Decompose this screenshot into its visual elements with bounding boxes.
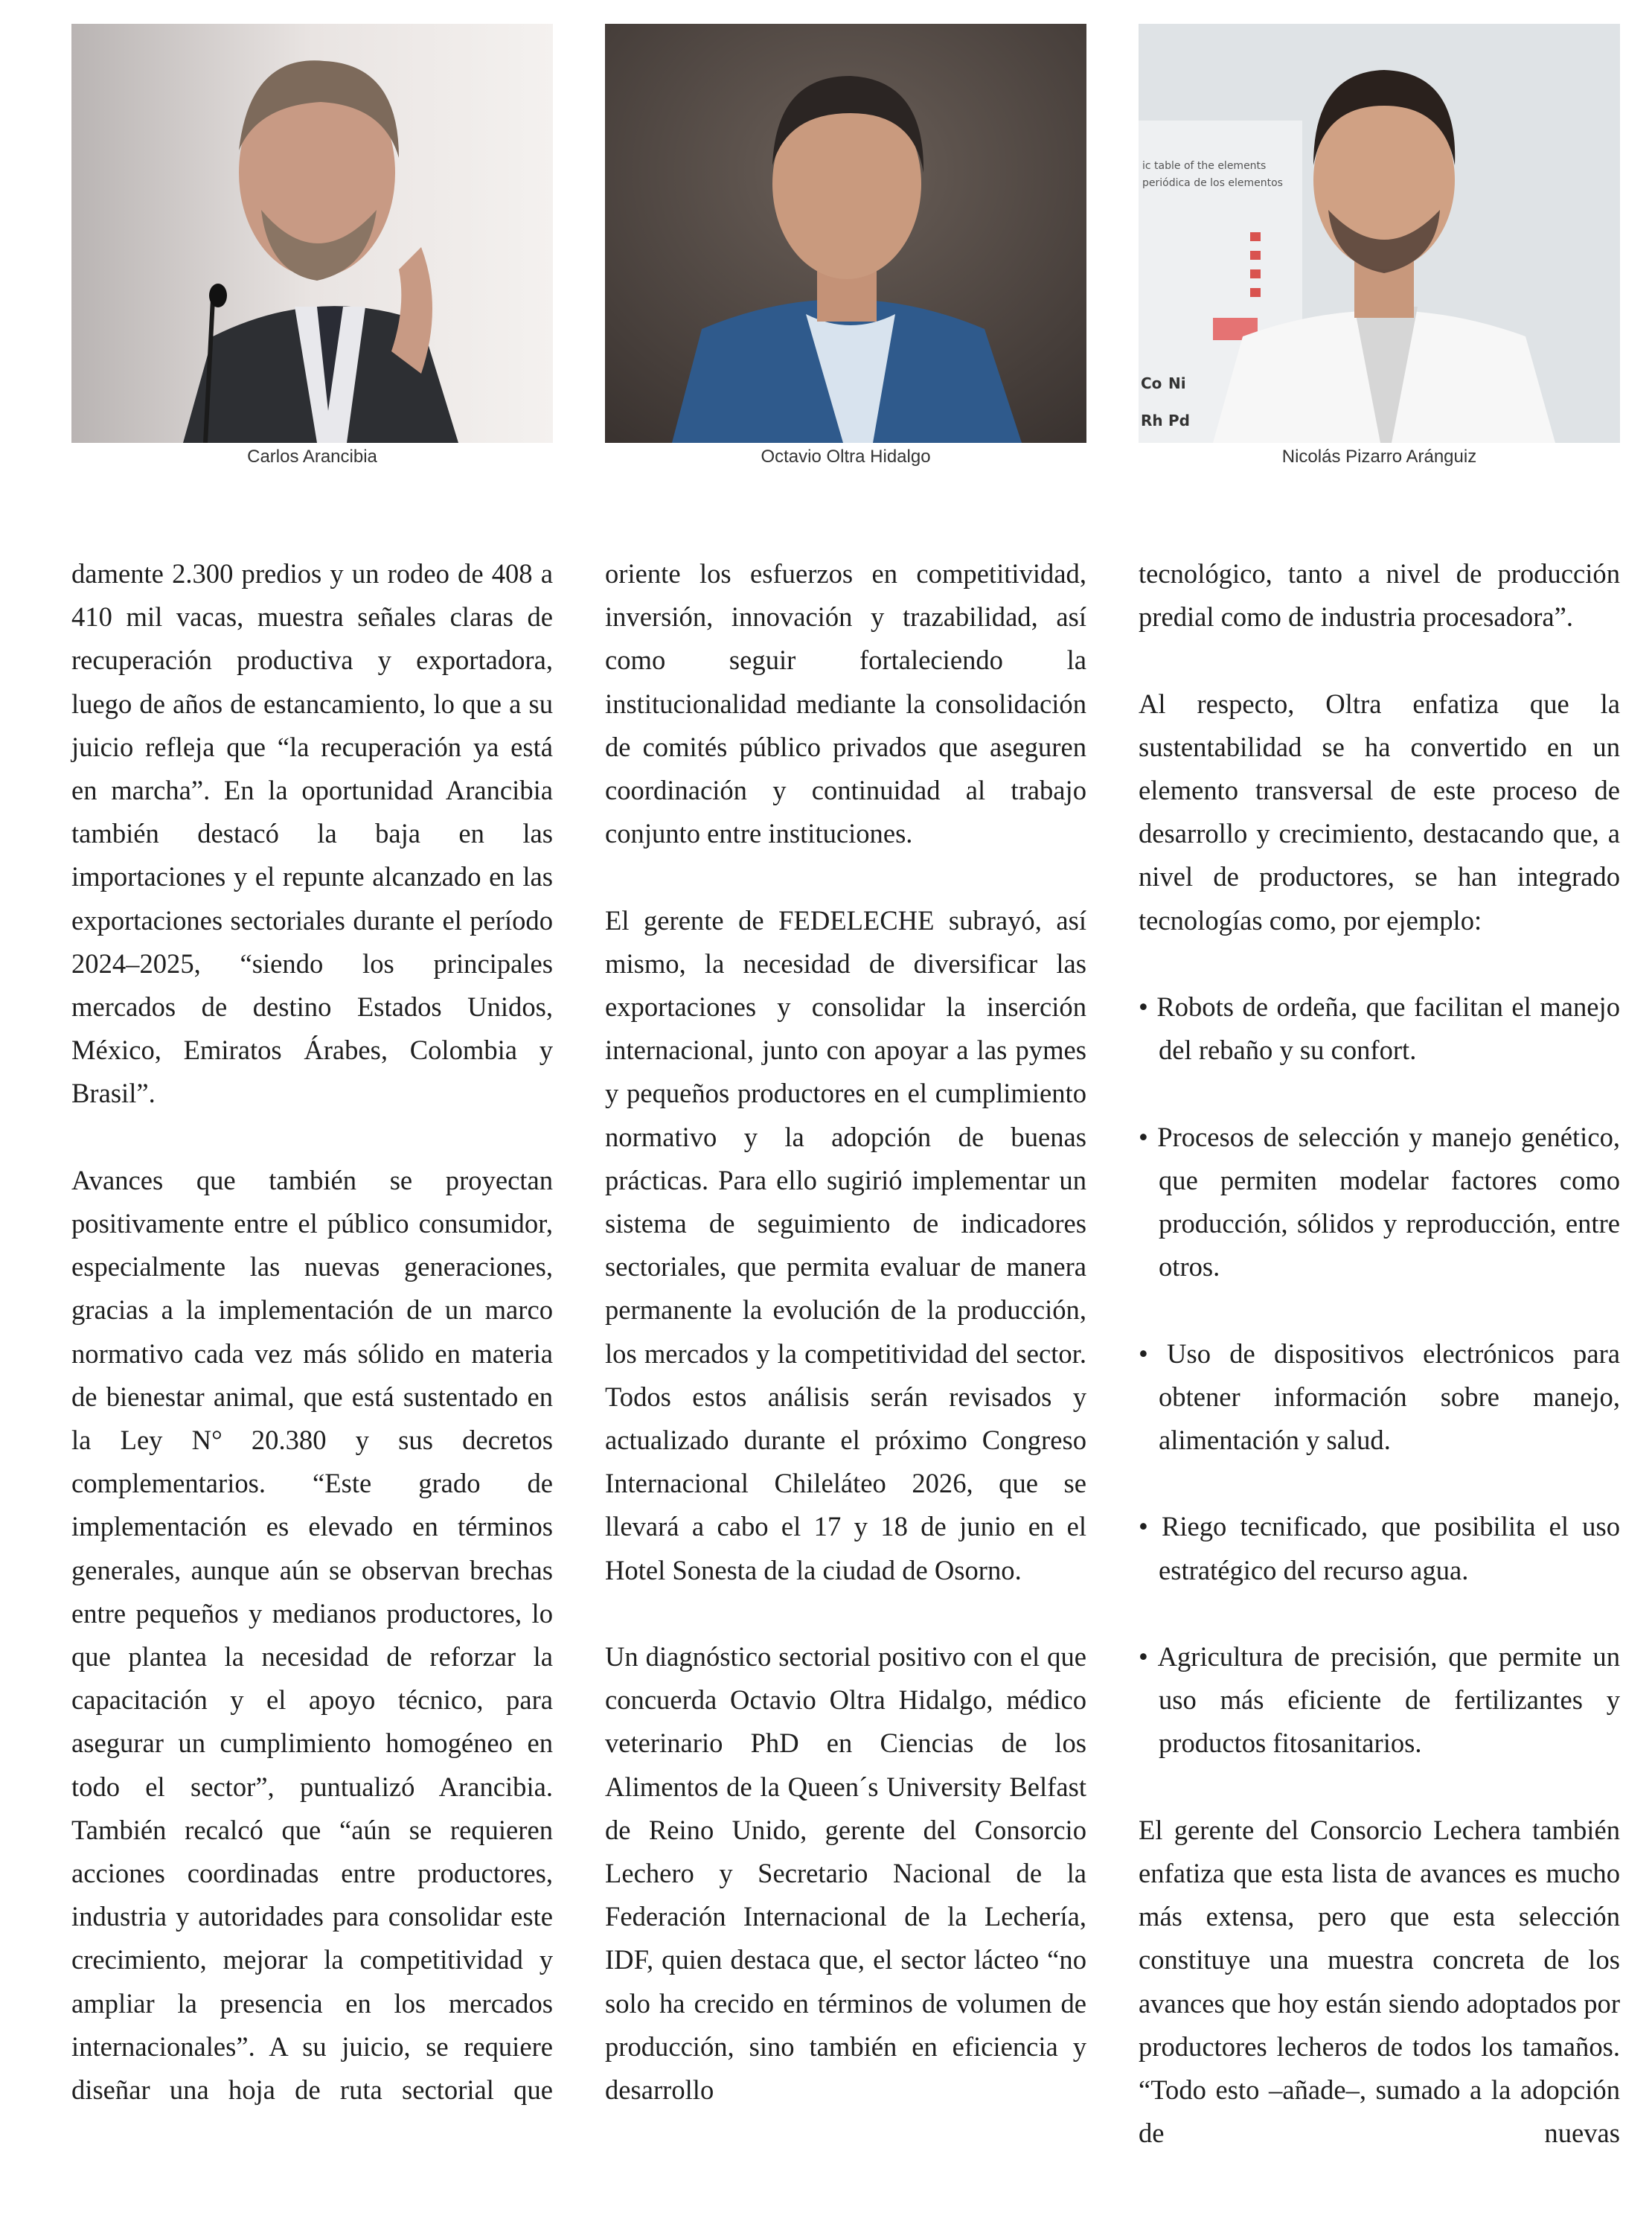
column2-paragraph-1: oriente los esfuerzos en competitividad, inversión, innovación y trazabilidad, así como seguir fortaleciendo la institucionalidad mediante la consolidación de comités público privados que aseguren coordinación y continuidad al trabajo conjunto entre instituciones. (605, 558, 1086, 849)
bullet-item: • Riego tecnificado, que posibilita el uso estratégico del recurso agua. (1139, 1511, 1620, 1585)
portrait-lab-coat-illustration (1139, 24, 1620, 443)
portrait-man-blue-jacket-illustration (605, 24, 1086, 443)
column1-paragraph-1: damente 2.300 predios y un rodeo de 408 a 410 mil vacas, muestra señales claras de recuperación productiva y exportadora, luego de años de estancamiento, lo que a su juicio refleja que “la recuperación ya está en marcha”. En la oportunidad Arancibia también destacó la baja en las importaciones y el repunte alcanzado en las exportaciones sectoriales durante el período 2024–2025, “siendo los principales mercados de destino Estados Unidos, México, Emiratos Árabes, Colombia y Brasil”. (71, 558, 553, 1109)
article-column-2 (605, 552, 1086, 2112)
element-symbol-co: Co (1141, 374, 1162, 392)
element-symbol-rh: Rh (1141, 412, 1163, 429)
photo-carlos-arancibia (71, 24, 553, 443)
element-symbol-pd: Pd (1168, 412, 1190, 429)
board-text-line-1: ic table of the elements (1142, 160, 1267, 172)
element-symbol-ni: Ni (1168, 374, 1186, 392)
article-column-3 (1139, 552, 1620, 2155)
board-text-line-2: periódica de los elementos (1142, 177, 1283, 189)
bullet-item: • Procesos de selección y manejo genético, que permiten modelar factores como producción, sólidos y reproducción, entre otros. (1139, 1121, 1620, 1282)
caption-nicolas-pizarro-aranguiz: Nicolás Pizarro Aránguiz (1281, 447, 1477, 467)
bullet-item: • Robots de ordeña, que facilitan el manejo del rebaño y su confort. (1139, 991, 1620, 1066)
portrait-speaker-illustration (71, 24, 553, 443)
caption-octavio-oltra-hidalgo: Octavio Oltra Hidalgo (761, 447, 931, 467)
photo-octavio-oltra-hidalgo (605, 24, 1086, 443)
bullet-item: • Uso de dispositivos electrónicos para obtener información sobre manejo, alimentación y salud. (1139, 1338, 1620, 1455)
column3-paragraph-1: tecnológico, tanto a nivel de producción predial como de industria procesadora”. (1139, 558, 1620, 633)
column3-paragraph-3: El gerente del Consorcio Lechera también enfatiza que esta lista de avances es mucho más extensa, pero que esta selección constituye una muestra concreta de los avances que hoy están siendo adoptados por productores lecheros de todos los tamaños. “Todo esto –añade–, sumado a la adopción de nuevas (1139, 1814, 1620, 2149)
column2-paragraph-2: El gerente de FEDELECHE subrayó, así mismo, la necesidad de diversificar las exportaciones y consolidar la inserción internacional, junto con apoyar a las pymes y pequeños productores en el cumplimiento normativo y la adopción de buenas prácticas. Para ello sugirió implementar un sistema de seguimiento de indicadores sectoriales, que permita evaluar de manera permanente la evolución de la producción, los mercados y la competitividad del sector. Todos estos análisis serán revisados y actualizado durante el próximo Congreso Internacional Chileláteo 2026, que se llevará a cabo el 17 y 18 de junio en el Hotel Sonesta de la ciudad de Osorno. (605, 904, 1086, 1585)
column1-paragraph-2: Avances que también se proyectan positivamente entre el público consumidor, especialmente las nuevas generaciones, gracias a la implementación de un marco normativo cada vez más sólido en materia de bienestar animal, que está sustentado en la Ley N° 20.380 y sus decretos complementarios. “Este grado de implementación es elevado en términos generales, aunque aún se observan brechas entre pequeños y medianos productores, lo que plantea la necesidad de reforzar la capacitación y el apoyo técnico, para asegurar un cumplimiento homogéneo en todo el sector”, puntualizó Arancibia. También recalcó que “aún se requieren acciones coordinadas entre productores, industria y autoridades para consolidar este crecimiento, mejorar la competitividad y ampliar la presencia en los mercados internacionales”. A su juicio, se requiere diseñar una hoja de ruta sectorial que (71, 1164, 553, 2106)
column2-paragraph-3: Un diagnóstico sectorial positivo con el que concuerda Octavio Oltra Hidalgo, médico veterinario PhD en Ciencias de los Alimentos de la Queen´s University Belfast de Reino Unido, gerente del Consorcio Lechero y Secretario Nacional de la Federación Internacional de la Lechería, IDF, quien destaca que, el sector lácteo “no solo ha crecido en términos de volumen de producción, sino también en eficiencia y desarrollo (605, 1641, 1086, 2106)
bullet-item: • Agricultura de precisión, que permite un uso más eficiente de fertilizantes y productos fitosanitarios. (1139, 1640, 1620, 1759)
photo-nicolas-pizarro-aranguiz (1139, 24, 1620, 443)
article-column-1 (71, 552, 553, 2112)
column3-paragraph-2: Al respecto, Oltra enfatiza que la sustentabilidad se ha convertido en un elemento transversal de este proceso de desarrollo y crecimiento, destacando que, a nivel de productores, se han integrado tecnologías como, por ejemplo: (1139, 688, 1620, 936)
caption-carlos-arancibia: Carlos Arancibia (247, 447, 377, 467)
